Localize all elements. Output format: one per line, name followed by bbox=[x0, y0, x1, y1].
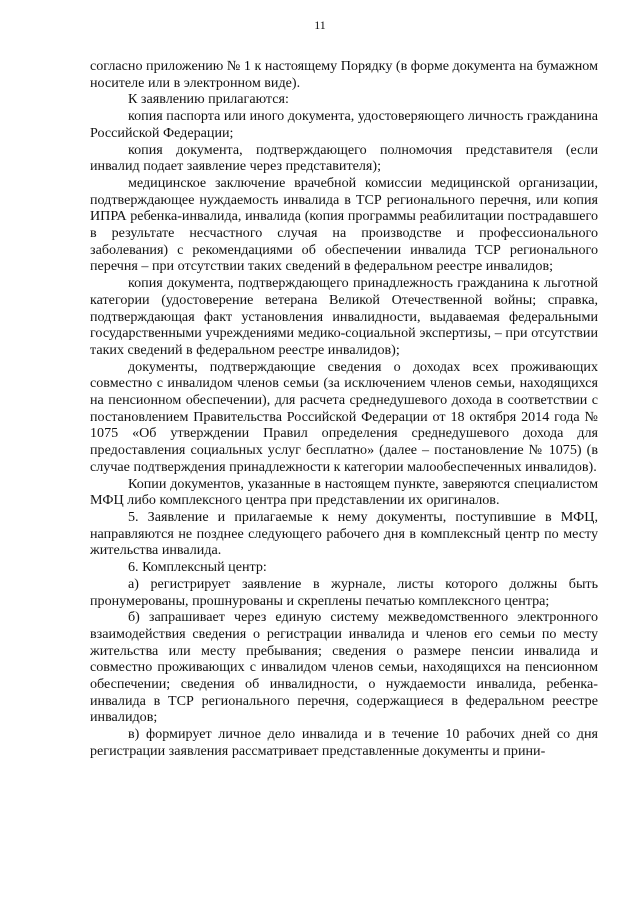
paragraph-income-documents: документы, подтверждающие сведения о доходах всех проживающих совместно с инвалидом членов семьи (за исключением членов семьи, находящихся на пенсионном обеспечении), для расчета среднедушевого дохода в соответствии с постановлением Правительства Российской Федерации от 18 октября 2014 года № 1075 «Об утверждении Правил определения среднедушевого дохода для предоставления социальных услуг бесплатно» (далее – постановление № 1075) (в случае подтверждения принадлежности к категории малообеспеченных инвалидов). bbox=[90, 358, 598, 475]
document-body bbox=[90, 58, 598, 760]
paragraph-medical-conclusion: медицинское заключение врачебной комиссии медицинской организации, подтверждающее нуждаемость инвалида в ТСР регионального перечня, или копия ИПРА ребенка-инвалида, инвалида (копия программы реабилитации пострадавшего в результате несчастного случая на производстве и профессионального заболевания) с рекомендациями об обеспечении инвалида ТСР регионального перечня – при отсутствии таких сведений в федеральном реестре инвалидов; bbox=[90, 174, 598, 275]
paragraph-copies-certification: Копии документов, указанные в настоящем пункте, заверяются специалистом МФЦ либо комплексного центра при представлении их оригиналов. bbox=[90, 475, 598, 509]
page-number: 11 bbox=[314, 18, 326, 32]
paragraph-attachments-heading: К заявлению прилагаются: bbox=[128, 91, 289, 108]
paragraph-item-6: 6. Комплексный центр: bbox=[128, 559, 267, 576]
paragraph-item-6a: а) регистрирует заявление в журнале, листы которого должны быть пронумерованы, прошнурованы и скреплены печатью комплексного центра; bbox=[90, 575, 598, 609]
paragraph-form-of-application: согласно приложению № 1 к настоящему Порядку (в форме документа на бумажном носителе или в электронном виде). bbox=[90, 58, 598, 91]
paragraph-item-5: 5. Заявление и прилагаемые к нему документы, поступившие в МФЦ, направляются не позднее следующего рабочего дня в комплексный центр по месту жительства инвалида. bbox=[90, 508, 598, 559]
paragraph-passport-copy: копия паспорта или иного документа, удостоверяющего личность гражданина Российской Федерации; bbox=[90, 108, 598, 141]
paragraph-privileged-category: копия документа, подтверждающего принадлежность гражданина к льготной категории (удостоверение ветерана Великой Отечественной войны; справка, подтверждающая факт установления инвалидности, выдаваемая федеральными государственными учреждениями медико-социальной экспертизы, – при отсутствии таких сведений в федеральном реестре инвалидов); bbox=[90, 275, 598, 358]
paragraph-item-6c: в) формирует личное дело инвалида и в течение 10 рабочих дней со дня регистрации заявления рассматривает представленные документы и прини- bbox=[90, 726, 598, 759]
paragraph-representative-authority: копия документа, подтверждающего полномочия представителя (если инвалид подает заявление через представителя); bbox=[90, 141, 598, 175]
paragraph-item-6b: б) запрашивает через единую систему межведомственного электронного взаимодействия сведения о регистрации инвалида и членов его семьи по месту жительства или месту пребывания; сведения о размере пенсии инвалида и совместно проживающих с инвалидом членов семьи, находящихся на пенсионном обеспечении; сведения об инвалидности, о нуждаемости инвалида, ребенка-инвалида в ТСР регионального перечня, содержащиеся в федеральном реестре инвалидов; bbox=[90, 609, 598, 726]
